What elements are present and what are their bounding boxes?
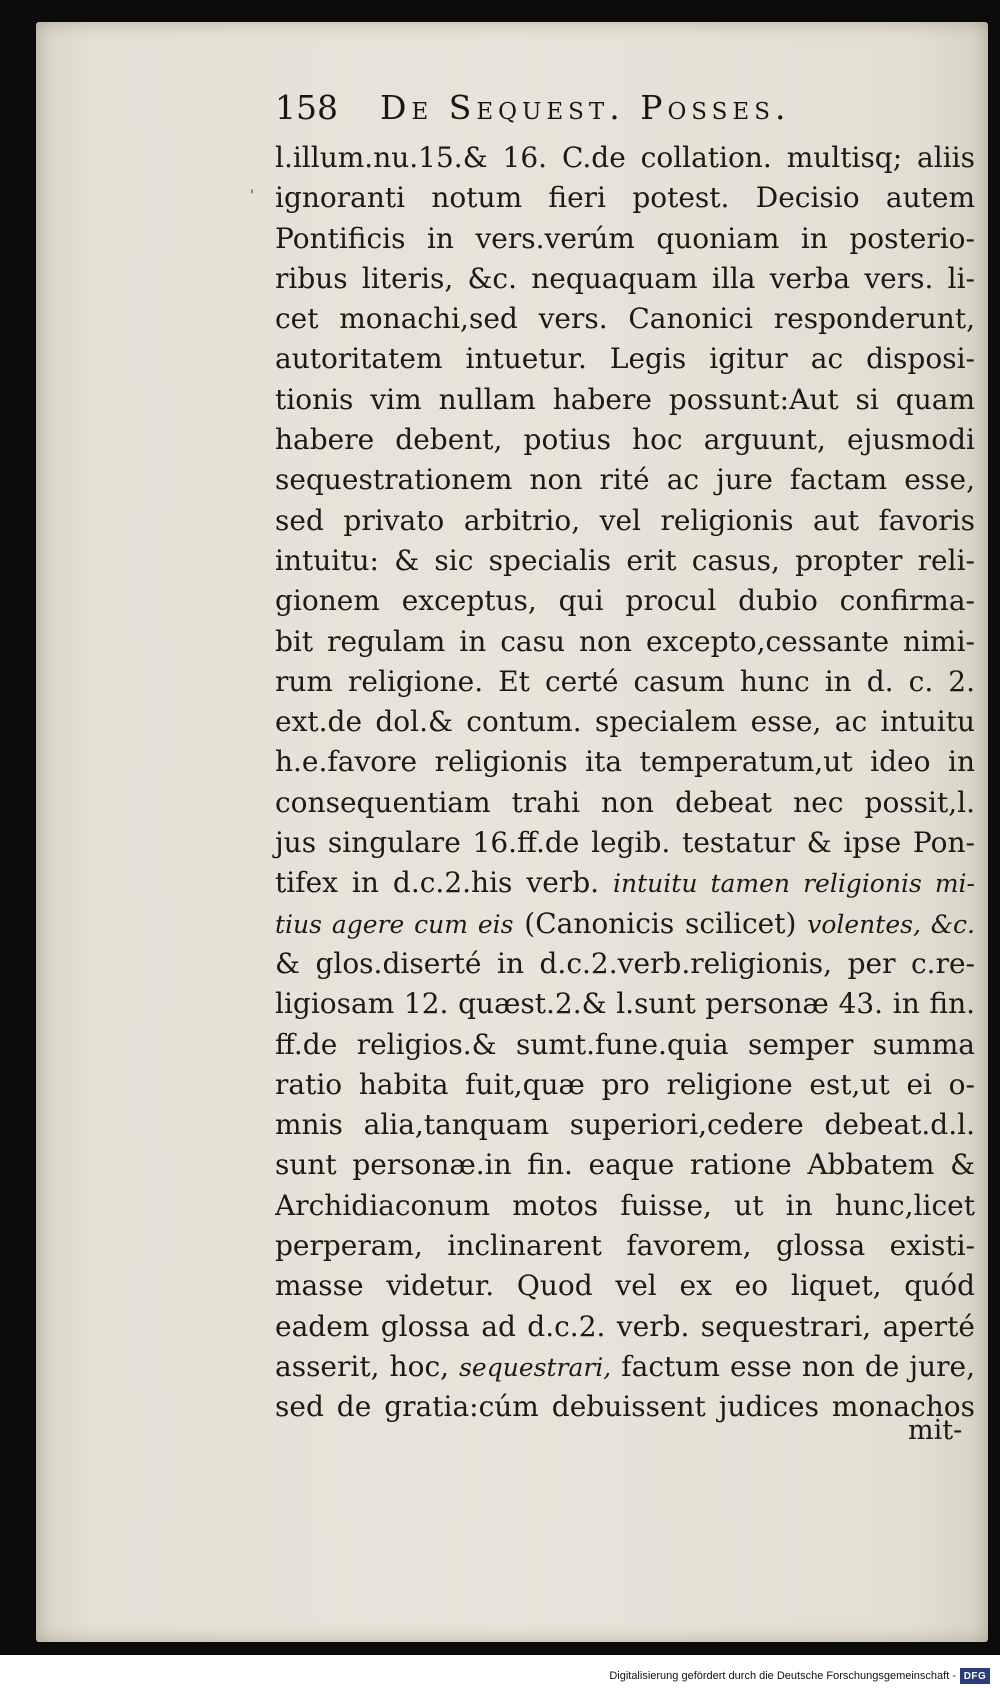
- text-line: sed de gratia:cúm debuissent judices monachos: [275, 1390, 975, 1424]
- italic-phrase: volentes, &c.: [807, 909, 975, 939]
- text-line: ligiosam 12. quæst.2.& l.sunt personæ 43. in fin.: [275, 987, 975, 1021]
- text-line: bit regulam in casu non excepto,cessante nimi-: [275, 624, 975, 658]
- text-line: masse videtur. Quod vel ex eo liquet, quód: [275, 1269, 975, 1303]
- page-number: 158: [275, 88, 338, 127]
- text-line: ignoranti notum fieri potest. Decisio autem: [275, 181, 975, 215]
- text-line: sed privato arbitrio, vel religionis aut favoris: [275, 503, 975, 537]
- text-line: cet monachi,sed vers. Canonici responderunt,: [275, 302, 975, 336]
- text-line: h.e.favore religionis ita temperatum,ut ideo in: [275, 745, 975, 779]
- text-line: ribus literis, &c. nequaquam illa verba vers. li-: [275, 261, 975, 295]
- text-line: ext.de dol.& contum. specialem esse, ac intuitu: [275, 705, 975, 739]
- text-line: rum religione. Et certé casum hunc in d. c. 2.: [275, 664, 975, 698]
- text-segment: factum esse non de jure,: [611, 1349, 975, 1383]
- text-segment: tifex in d.c.2.his verb.: [275, 866, 614, 900]
- text-line: eadem glossa ad d.c.2. verb. sequestrari, aperté: [275, 1309, 975, 1343]
- text-line: gionem exceptus, qui procul dubio confirma-: [275, 584, 975, 618]
- italic-phrase: tius agere cum eis: [275, 909, 514, 939]
- text-line: [275, 1347, 975, 1387]
- body-text: [275, 138, 975, 1428]
- page-header: [275, 88, 885, 128]
- text-line: [275, 904, 975, 944]
- catchword: mit-: [908, 1415, 963, 1446]
- text-line: autoritatem intuetur. Legis igitur ac disposi-: [275, 342, 975, 376]
- text-line: mnis alia,tanquam superiori,cedere debeat.d.l.: [275, 1108, 975, 1142]
- text-line: [275, 863, 975, 903]
- text-line: Archidiaconum motos fuisse, ut in hunc,licet: [275, 1188, 975, 1222]
- text-line: habere debent, potius hoc arguunt, ejusmodi: [275, 423, 975, 457]
- running-head: De Sequest. Posses.: [380, 88, 791, 127]
- italic-phrase: sequestrari,: [459, 1352, 612, 1382]
- text-line: perperam, inclinarent favorem, glossa existi-: [275, 1229, 975, 1263]
- text-line: sequestrationem non rité ac jure factam esse,: [275, 463, 975, 497]
- text-line: jus singulare 16.ff.de legib. testatur & ipse Pon-: [275, 826, 975, 860]
- text-line: tionis vim nullam habere possunt:Aut si quam: [275, 382, 975, 416]
- digitization-credit: Digitalisierung gefördert durch die Deutsche Forschungsgemeinschaft -: [609, 1670, 956, 1682]
- text-line: ff.de religios.& sumt.fune.quia semper summa: [275, 1027, 975, 1061]
- text-line: l.illum.nu.15.& 16. C.de collation. multisq; aliis: [275, 141, 975, 174]
- text-line: Pontificis in vers.verúm quoniam in posterio-: [275, 221, 975, 255]
- italic-phrase: intuitu tamen religionis mi-: [613, 869, 975, 899]
- text-line: ratio habita fuit,quæ pro religione est,ut ei o-: [275, 1067, 975, 1101]
- text-line: & glos.diserté in d.c.2.verb.religionis, per c.re-: [275, 946, 975, 980]
- dfg-logo: DFG: [960, 1668, 990, 1684]
- text-segment: (Canonicis scilicet): [513, 906, 808, 940]
- text-line: intuitu: & sic specialis erit casus, propter reli-: [275, 543, 975, 577]
- text-line: sunt personæ.in fin. eaque ratione Abbatem &: [275, 1148, 975, 1182]
- text-segment: asserit, hoc,: [275, 1349, 460, 1383]
- stray-mark: ': [250, 188, 254, 204]
- text-line: consequentiam trahi non debeat nec possit,l.: [275, 785, 975, 819]
